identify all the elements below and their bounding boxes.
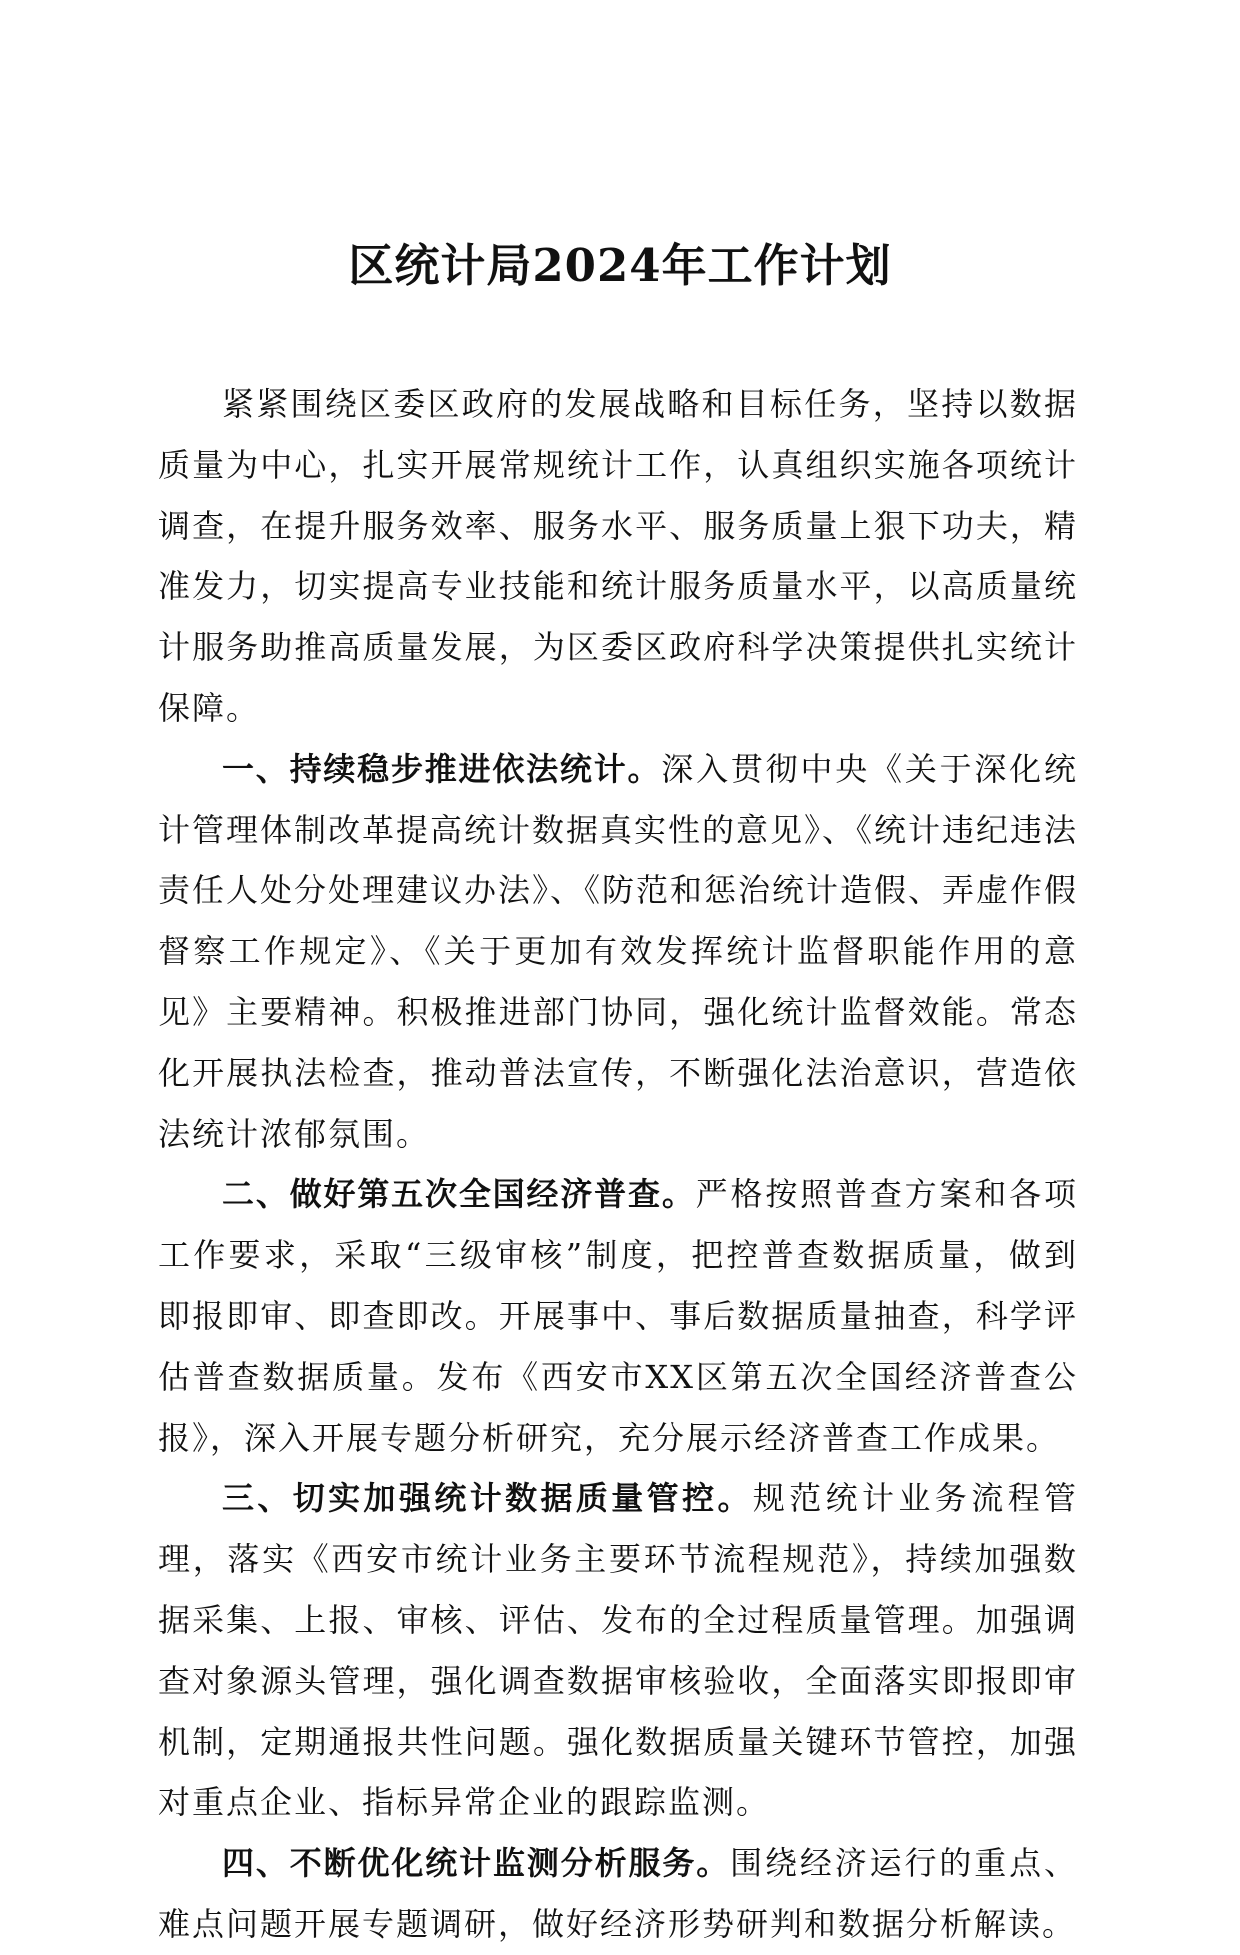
section-4-text: 围绕经济运行的重点、难点问题开展专题调研，做好经济形势研判和数据分析解读。 xyxy=(158,1844,1078,1943)
section-3-heading: 三、切实加强统计数据质量管控。 xyxy=(222,1479,753,1518)
section-2-text: 严格按照普查方案和各项工作要求，采取“三级审核”制度，把控普查数据质量，做到即报即审、即查即改。开展事中、事后数据质量抽查，科学评估普查数据质量。发布《西安市XX区第五次全国经济普查公报》，深入开展专题分析研究，充分展示经济普查工作成果。 xyxy=(158,1175,1078,1457)
section-4-heading: 四、不断优化统计监测分析服务。 xyxy=(222,1844,731,1883)
document-body xyxy=(158,374,1078,1955)
intro-paragraph xyxy=(158,374,1078,739)
section-1-paragraph xyxy=(158,739,1078,1165)
intro-text: 紧紧围绕区委区政府的发展战略和目标任务，坚持以数据质量为中心，扎实开展常规统计工作，认真组织实施各项统计调查，在提升服务效率、服务水平、服务质量上狠下功夫，精准发力，切实提高专业技能和统计服务质量水平，以高质量统计服务助推高质量发展，为区委区政府科学决策提供扎实统计保障。 xyxy=(158,385,1078,727)
section-3-paragraph xyxy=(158,1468,1078,1833)
section-1-heading: 一、持续稳步推进依法统计。 xyxy=(222,749,662,788)
section-2-paragraph xyxy=(158,1164,1078,1468)
section-4-paragraph xyxy=(158,1833,1078,1955)
section-2-heading: 二、做好第五次全国经济普查。 xyxy=(222,1175,696,1214)
section-1-text: 深入贯彻中央《关于深化统计管理体制改革提高统计数据真实性的意见》、《统计违纪违法责任人处分处理建议办法》、《防范和惩治统计造假、弄虚作假督察工作规定》、《关于更加有效发挥统计监督职能作用的意见》主要精神。积极推进部门协同，强化统计监督效能。常态化开展执法检查，推动普法宣传，不断强化法治意识，营造依法统计浓郁氛围。 xyxy=(158,749,1079,1153)
document-title: 区统计局2024年工作计划 xyxy=(348,239,892,292)
section-3-text: 规范统计业务流程管理，落实《西安市统计业务主要环节流程规范》，持续加强数据采集、上报、审核、评估、发布的全过程质量管理。加强调查对象源头管理，强化调查数据审核验收，全面落实即报即审机制，定期通报共性问题。强化数据质量关键环节管控，加强对重点企业、指标异常企业的跟踪监测。 xyxy=(158,1479,1078,1822)
